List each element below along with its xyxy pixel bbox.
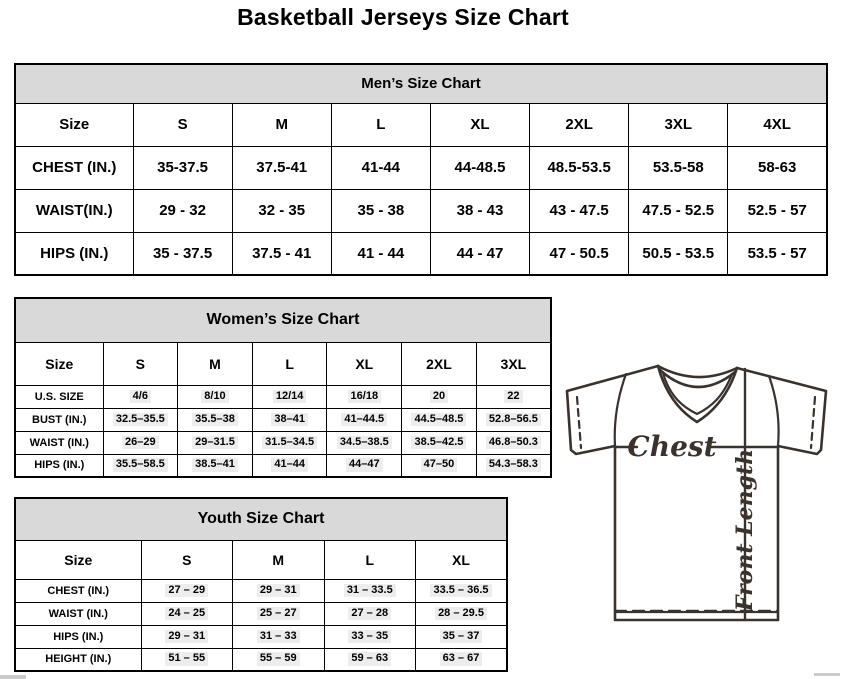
value-cell: [402, 454, 477, 477]
table-row: [15, 232, 827, 275]
table-row: [15, 408, 551, 431]
value-cell: [324, 579, 416, 602]
table-row: [15, 454, 551, 477]
value-cell: [476, 454, 551, 477]
value-cell: 52.5 - 57: [728, 189, 827, 232]
value-cell: 47 - 50.5: [530, 232, 629, 275]
value-cell: [178, 431, 253, 454]
value-cell: [476, 385, 551, 408]
column-header-cell: L: [324, 540, 416, 579]
column-header-cell: M: [232, 103, 331, 146]
row-label-cell: BUST (IN.): [15, 408, 103, 431]
table-row: [15, 146, 827, 189]
value-cell: [327, 431, 402, 454]
value-cell: [103, 408, 178, 431]
value-cell: [178, 385, 253, 408]
value-cell: [252, 385, 327, 408]
mens-table-title: Men’s Size Chart: [15, 64, 827, 103]
value-cell: 35 - 37.5: [133, 232, 232, 275]
value-text: 38.5–42.5: [411, 436, 466, 450]
row-label-cell: CHEST (IN.): [15, 579, 141, 602]
value-text: 31 – 33: [257, 630, 300, 644]
value-cell: [476, 408, 551, 431]
column-header-cell: 3XL: [476, 342, 551, 385]
row-label-cell: HIPS (IN.): [15, 454, 103, 477]
row-label-cell: CHEST (IN.): [15, 146, 133, 189]
row-label-cell: HIPS (IN.): [15, 625, 141, 648]
column-header-cell: XL: [327, 342, 402, 385]
value-text: 29–31.5: [192, 436, 238, 450]
value-cell: 35 - 38: [331, 189, 430, 232]
value-cell: [402, 385, 477, 408]
value-cell: [233, 625, 325, 648]
chest-label: Chest: [627, 430, 717, 463]
column-header-cell: M: [178, 342, 253, 385]
size-header-row: [15, 103, 827, 146]
value-cell: [233, 648, 325, 671]
row-label-cell: U.S. SIZE: [15, 385, 103, 408]
value-text: 41–44: [271, 458, 308, 472]
table-row: [15, 431, 551, 454]
table-row: [15, 579, 507, 602]
value-text: 26–29: [122, 436, 159, 450]
value-cell: [324, 602, 416, 625]
column-header-cell: 4XL: [728, 103, 827, 146]
value-cell: 41 - 44: [331, 232, 430, 275]
value-cell: 41-44: [331, 146, 430, 189]
value-text: 34.5–38.5: [337, 436, 392, 450]
value-cell: [416, 602, 508, 625]
value-text: 4/6: [130, 390, 151, 404]
value-cell: 32 - 35: [232, 189, 331, 232]
value-text: 59 – 63: [348, 652, 391, 666]
value-text: 55 – 59: [257, 652, 300, 666]
value-cell: [103, 431, 178, 454]
column-header-cell: 3XL: [629, 103, 728, 146]
value-text: 52.8–56.5: [486, 413, 541, 427]
womens-size-table: [14, 297, 552, 478]
value-cell: 44 - 47: [430, 232, 529, 275]
value-text: 27 – 28: [348, 607, 391, 621]
jersey-measurement-diagram-icon: [556, 360, 843, 630]
value-text: 35 – 37: [440, 630, 483, 644]
value-cell: 53.5-58: [629, 146, 728, 189]
value-text: 24 – 25: [165, 607, 208, 621]
size-header-row: [15, 342, 551, 385]
table-row: [15, 602, 507, 625]
value-text: 63 – 67: [440, 652, 483, 666]
value-cell: [141, 648, 233, 671]
youth-size-table: [14, 497, 508, 672]
column-header-cell: 2XL: [530, 103, 629, 146]
value-text: 8/10: [201, 390, 228, 404]
value-cell: 53.5 - 57: [728, 232, 827, 275]
value-text: 38.5–41: [192, 458, 238, 472]
table-row: [15, 385, 551, 408]
value-cell: [324, 648, 416, 671]
row-label-cell: WAIST (IN.): [15, 431, 103, 454]
value-text: 31 – 33.5: [344, 584, 396, 598]
value-cell: [252, 431, 327, 454]
value-text: 41–44.5: [341, 413, 387, 427]
value-text: 38–41: [271, 413, 308, 427]
value-cell: [233, 579, 325, 602]
column-header-cell: M: [233, 540, 325, 579]
value-cell: [252, 408, 327, 431]
value-cell: 37.5 - 41: [232, 232, 331, 275]
value-cell: [141, 625, 233, 648]
horizontal-scrollbar-fragment-right[interactable]: [814, 673, 840, 676]
value-text: 44.5–48.5: [411, 413, 466, 427]
value-cell: [103, 454, 178, 477]
value-cell: 38 - 43: [430, 189, 529, 232]
value-cell: 48.5-53.5: [530, 146, 629, 189]
column-header-cell: L: [252, 342, 327, 385]
value-text: 29 – 31: [257, 584, 300, 598]
value-text: 22: [504, 390, 522, 404]
value-cell: [178, 408, 253, 431]
youth-table-title: Youth Size Chart: [15, 498, 507, 540]
column-header-cell: 2XL: [402, 342, 477, 385]
row-label-cell: HIPS (IN.): [15, 232, 133, 275]
value-cell: [103, 385, 178, 408]
mens-size-table: [14, 63, 828, 276]
value-text: 54.3–58.3: [486, 458, 541, 472]
column-header-cell: L: [331, 103, 430, 146]
womens-table-title: Women’s Size Chart: [15, 298, 551, 342]
value-cell: 47.5 - 52.5: [629, 189, 728, 232]
size-label-cell: Size: [15, 103, 133, 146]
jersey-outline: [567, 366, 826, 620]
value-cell: [178, 454, 253, 477]
value-cell: [476, 431, 551, 454]
column-header-cell: XL: [416, 540, 508, 579]
size-label-cell: Size: [15, 342, 103, 385]
value-text: 46.8–50.3: [486, 436, 541, 450]
value-text: 25 – 27: [257, 607, 300, 621]
value-cell: [416, 579, 508, 602]
size-label-cell: Size: [15, 540, 141, 579]
table-title-row: [15, 298, 551, 342]
table-row: [15, 625, 507, 648]
row-label-cell: WAIST(IN.): [15, 189, 133, 232]
value-cell: [402, 431, 477, 454]
value-cell: [416, 625, 508, 648]
value-text: 32.5–35.5: [113, 413, 168, 427]
value-text: 33 – 35: [348, 630, 391, 644]
front-length-label: Front Length: [732, 448, 758, 612]
value-cell: [233, 602, 325, 625]
value-text: 44–47: [346, 458, 383, 472]
value-cell: [327, 454, 402, 477]
value-cell: [327, 408, 402, 431]
value-text: 27 – 29: [165, 584, 208, 598]
value-cell: 29 - 32: [133, 189, 232, 232]
value-cell: [252, 454, 327, 477]
value-cell: [327, 385, 402, 408]
column-header-cell: XL: [430, 103, 529, 146]
value-text: 28 – 29.5: [435, 607, 487, 621]
page-title: Basketball Jerseys Size Chart: [237, 4, 569, 30]
value-text: 16/18: [348, 390, 382, 404]
value-cell: [416, 648, 508, 671]
value-cell: 50.5 - 53.5: [629, 232, 728, 275]
value-cell: 37.5-41: [232, 146, 331, 189]
value-text: 31.5–34.5: [262, 436, 317, 450]
size-header-row: [15, 540, 507, 579]
value-text: 35.5–58.5: [113, 458, 168, 472]
value-cell: [141, 579, 233, 602]
value-text: 51 – 55: [165, 652, 208, 666]
value-cell: [141, 602, 233, 625]
value-text: 35.5–38: [192, 413, 238, 427]
row-label-cell: HEIGHT (IN.): [15, 648, 141, 671]
value-text: 29 – 31: [165, 630, 208, 644]
value-cell: 35-37.5: [133, 146, 232, 189]
column-header-cell: S: [141, 540, 233, 579]
table-title-row: [15, 64, 827, 103]
table-row: [15, 648, 507, 671]
horizontal-scrollbar-fragment-left[interactable]: [0, 675, 26, 679]
value-cell: [324, 625, 416, 648]
column-header-cell: S: [103, 342, 178, 385]
value-text: 47–50: [421, 458, 458, 472]
value-text: 12/14: [273, 390, 307, 404]
value-cell: 58-63: [728, 146, 827, 189]
value-cell: [402, 408, 477, 431]
table-title-row: [15, 498, 507, 540]
value-cell: 44-48.5: [430, 146, 529, 189]
table-row: [15, 189, 827, 232]
column-header-cell: S: [133, 103, 232, 146]
row-label-cell: WAIST (IN.): [15, 602, 141, 625]
value-text: 33.5 – 36.5: [430, 584, 491, 598]
value-cell: 43 - 47.5: [530, 189, 629, 232]
value-text: 20: [430, 390, 448, 404]
